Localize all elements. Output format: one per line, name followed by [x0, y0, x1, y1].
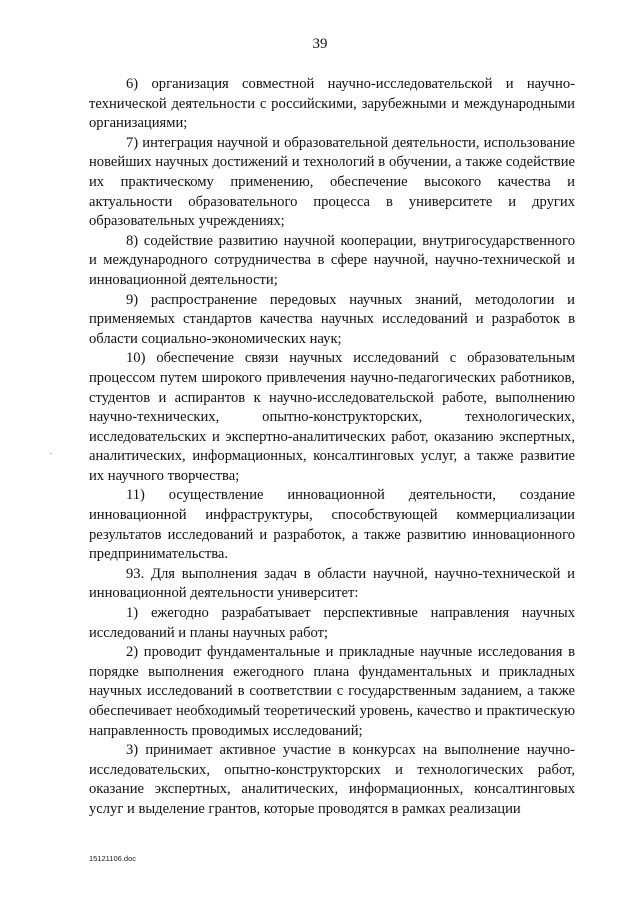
page-number: 39: [312, 36, 328, 52]
paragraph-subitem-2: 2) проводит фундаментальные и прикладные научные исследования в порядке выполнения ежегодного плана фундаментальных и прикладных научных исследований в соответствии с государственным заданием, а также обеспечивает необходимый теоретический уровень, качество и практическую направленность проводимых исследований;: [89, 644, 575, 739]
paragraph-subitem-3: 3) принимает активное участие в конкурсах на выполнение научно-исследовательских, опытно-конструкторских и технологических работ, оказание экспертных, аналитических, информационных, консалтинговых услуг и выделение грантов, которые проводятся в рамках реализации: [89, 742, 575, 817]
document-body: [89, 75, 575, 820]
paragraph-item-9: 9) распространение передовых научных знаний, методологии и применяемых стандартов качества научных исследований и разработок в области социально-экономических наук;: [89, 291, 575, 347]
paragraph-subitem-1: 1) ежегодно разрабатывает перспективные направления научных исследований и планы научных работ;: [89, 605, 575, 641]
paragraph-item-7: 7) интеграция научной и образовательной деятельности, использование новейших научных достижений и технологий в обучении, а также содействие их практическому применению, обеспечение высокого качества и актуальности образовательного процесса в университете и других образовательных учреждениях;: [89, 134, 575, 230]
paragraph-section-93: 93. Для выполнения задач в области научной, научно-технической и инновационной деятельности университет:: [89, 565, 575, 602]
footer-filename: 15121106.doc: [89, 854, 136, 863]
paragraph-item-10: 10) обеспечение связи научных исследований с образовательным процессом путем широкого привлечения научно-педагогических работников, студентов и аспирантов к научно-исследовательской работе, выполнению научно-технических, опытно-конструкторских, технологических, исследовательских и экспертно-аналитических работ, оказанию экспертных, аналитических, информационных, консалтинговых услуг, а также развитие их научного творчества;: [89, 350, 575, 484]
paragraph-item-11: 11) осуществление инновационной деятельности, создание инновационной инфраструктуры, способствующей коммерциализации результатов исследований и разработок, а также развитию инновационного предпринимательства.: [89, 487, 575, 563]
paragraph-item-8: 8) содействие развитию научной кооперации, внутригосударственного и международного сотрудничества в сфере научной, научно-технической и инновационной деятельности;: [89, 232, 575, 288]
margin-mark: [50, 453, 52, 454]
paragraph-item-6: 6) организация совместной научно-исследовательской и научно-технической деятельности с российскими, зарубежными и международными организациями;: [89, 76, 575, 132]
